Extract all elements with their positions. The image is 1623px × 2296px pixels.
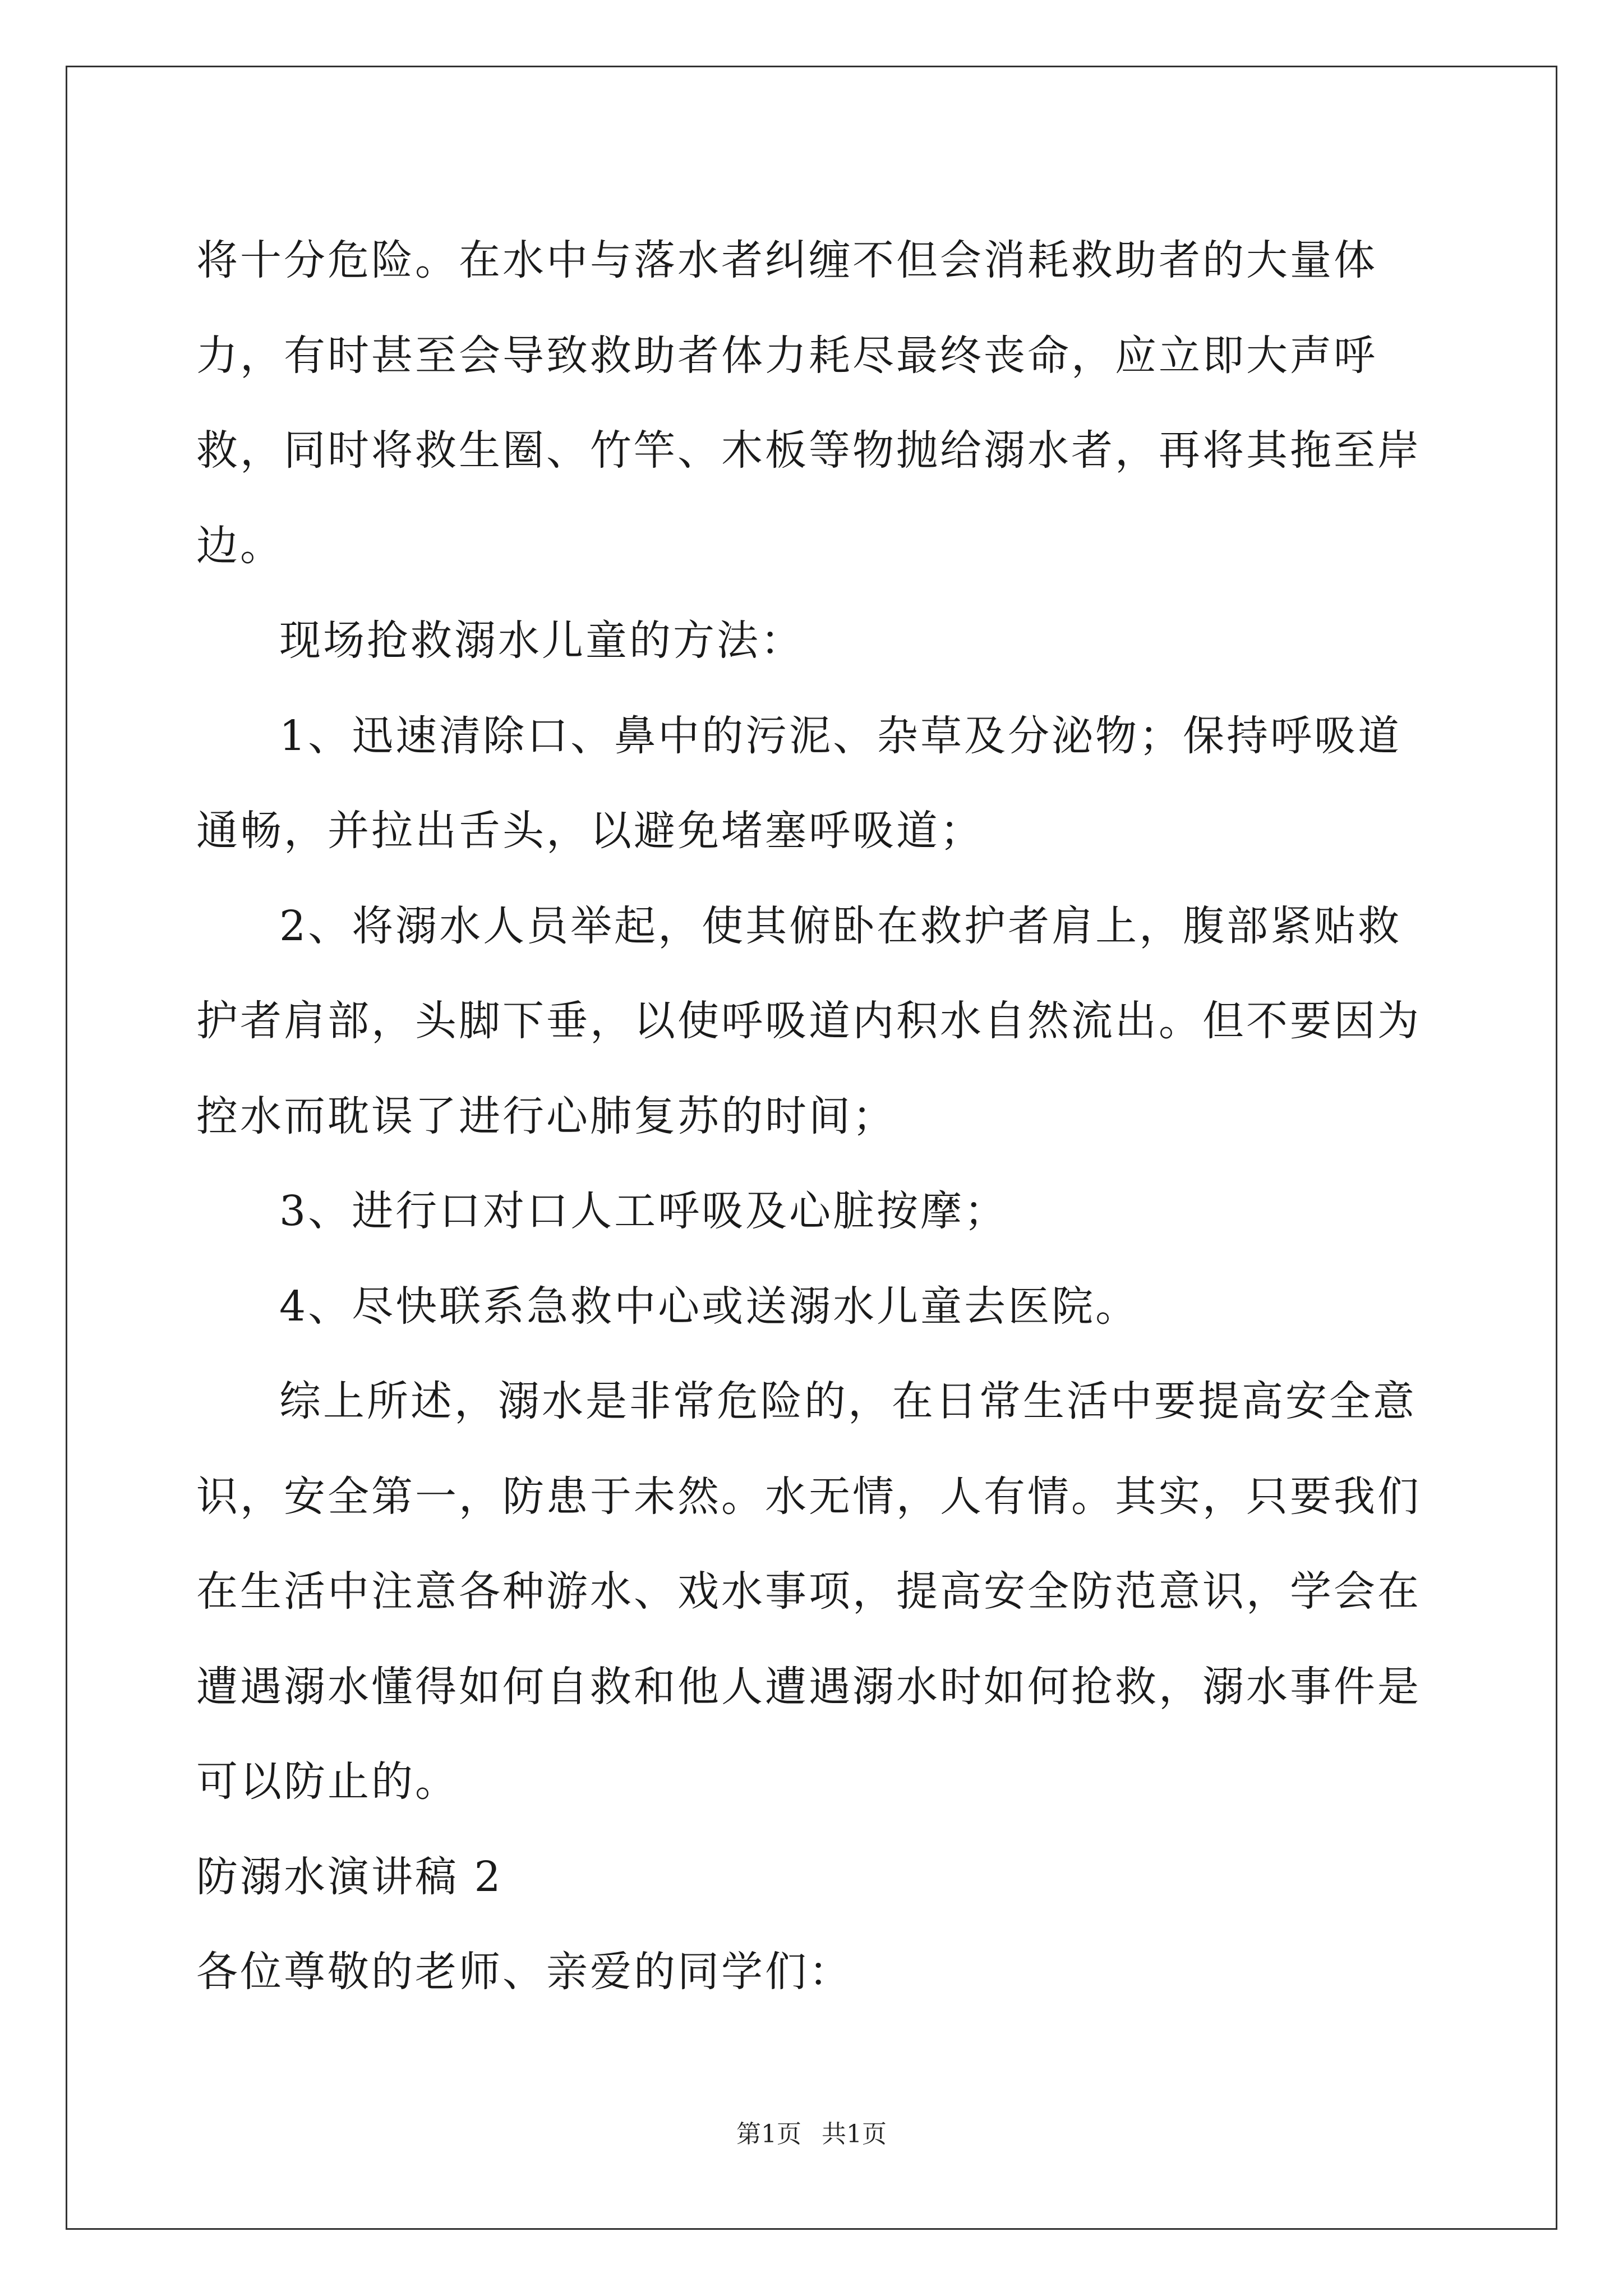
list-item-step-1: 1、迅速清除口、鼻中的污泥、杂草及分泌物；保持呼吸道通畅，并拉出舌头，以避免堵塞呼吸道； <box>196 711 1402 855</box>
page-total: 共1页 <box>822 2120 887 2148</box>
page-number: 第1页 <box>736 2120 801 2148</box>
list-item-step-4: 4、尽快联系急救中心或送溺水儿童去医院。 <box>279 1282 1140 1331</box>
paragraph-continuation: 将十分危险。在水中与落水者纠缠不但会消耗救助者的大量体力，有时甚至会导致救助者体力耗尽最终丧命，应立即大声呼救，同时将救生圈、竹竿、木板等物抛给溺水者，再将其拖至岸边。 <box>196 236 1421 570</box>
paragraph-conclusion: 综上所述，溺水是非常危险的，在日常生活中要提高安全意识，安全第一，防患于未然。水无情，人有情。其实，只要我们在生活中注意各种游水、戏水事项，提高安全防范意识，学会在遭遇溺水懂得如何自救和他人遭遇溺水时如何抢救，溺水事件是可以防止的。 <box>196 1377 1421 1806</box>
list-item-step-2: 2、将溺水人员举起，使其俯卧在救护者肩上，腹部紧贴救护者肩部，头脚下垂，以使呼吸道内积水自然流出。但不要因为控水而耽误了进行心肺复苏的时间； <box>196 901 1421 1140</box>
greeting-line: 各位尊敬的老师、亲爱的同学们： <box>196 1948 852 1996</box>
paragraph-methods-heading: 现场抢救溺水儿童的方法： <box>279 616 804 665</box>
list-item-step-3: 3、进行口对口人工呼吸及心脏按摩； <box>279 1187 1008 1235</box>
section-title: 防溺水演讲稿 2 <box>196 1852 503 1901</box>
document-body <box>196 213 1436 2020</box>
page-footer <box>0 2118 1623 2151</box>
